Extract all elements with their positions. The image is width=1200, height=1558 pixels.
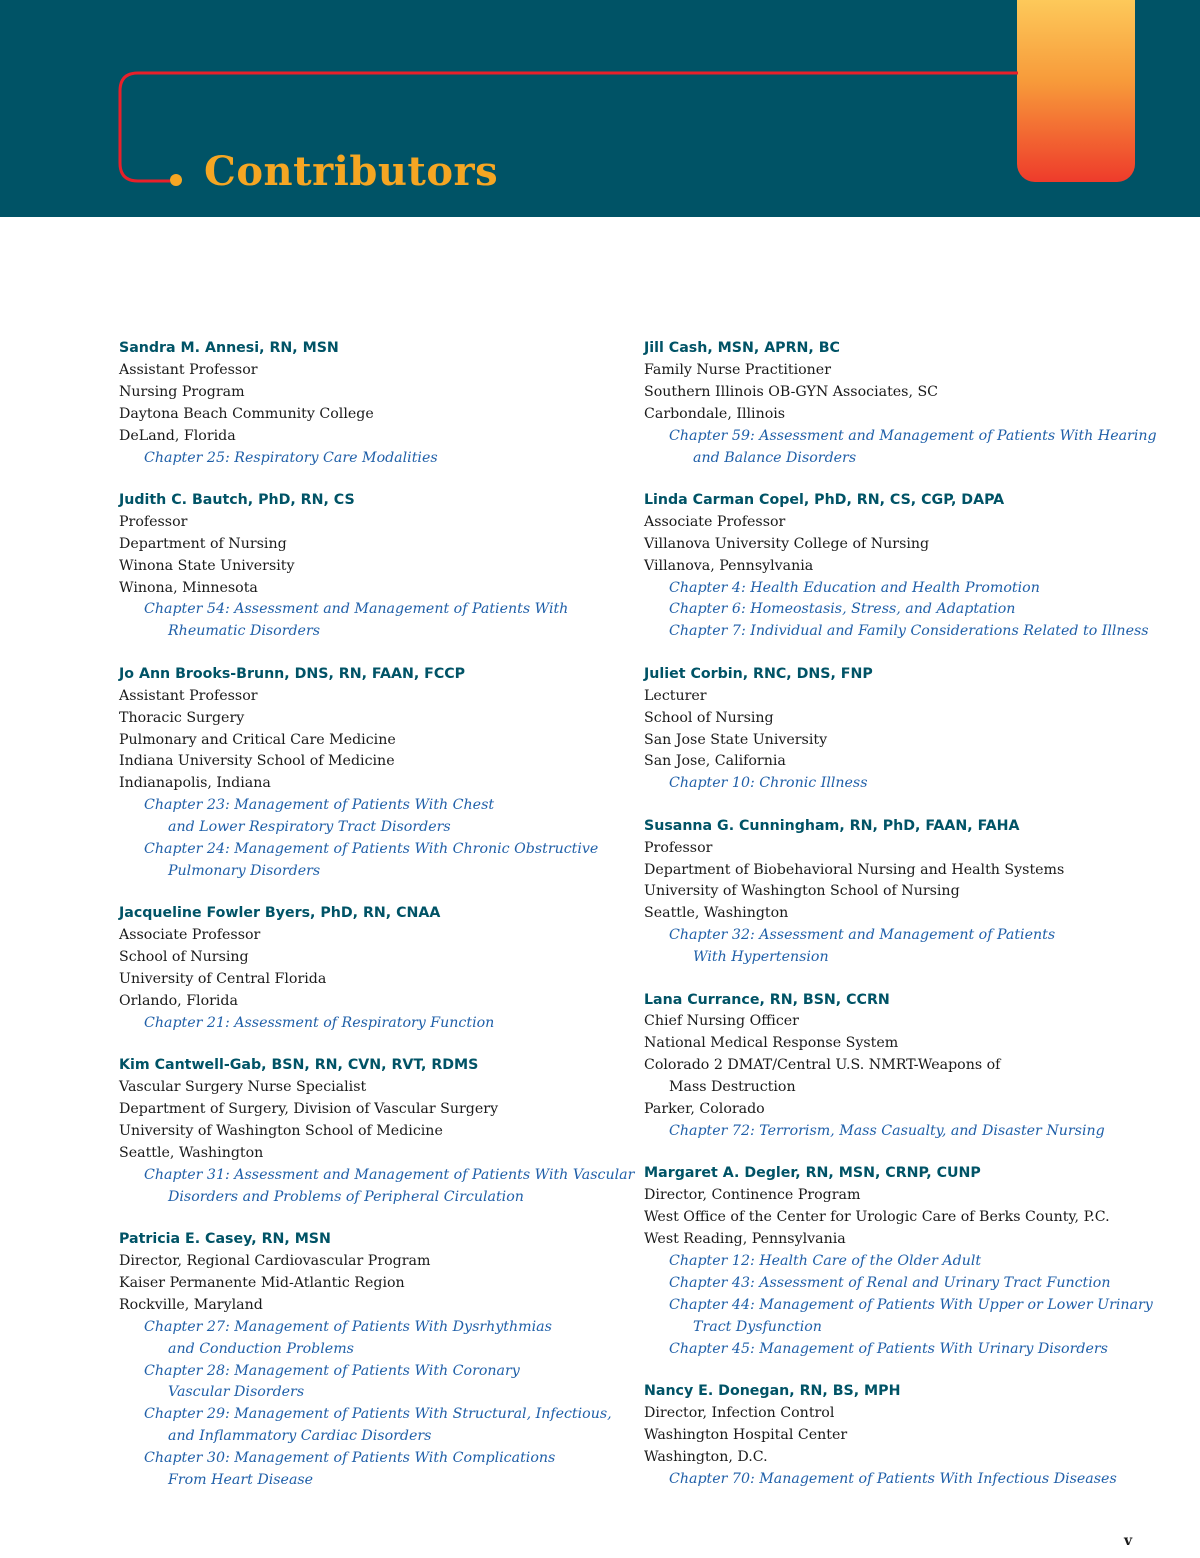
chapter-reference: Chapter 30: Management of Patients With Complications	[144, 1450, 556, 1467]
contributor-entry	[119, 903, 639, 1034]
affiliation-line: Mass Destruction	[669, 1079, 796, 1096]
affiliation-line: Winona, Minnesota	[119, 579, 258, 596]
contributor-entry	[119, 338, 639, 469]
affiliation-line: Washington, D.C.	[644, 1448, 768, 1465]
chapter-reference: Chapter 4: Health Education and Health Promotion	[669, 579, 1040, 596]
chapter-reference: Chapter 44: Management of Patients With Upper or Lower Urinary	[669, 1296, 1153, 1313]
affiliation-line: Associate Professor	[644, 513, 786, 530]
affiliation-line: Lecturer	[644, 687, 707, 704]
affiliation-line: Seattle, Washington	[644, 905, 789, 922]
contributors-left-column	[119, 338, 639, 1513]
affiliation-line: University of Washington School of Nursing	[644, 883, 960, 900]
chapter-reference: Chapter 28: Management of Patients With Coronary	[144, 1362, 520, 1379]
chapter-reference: Rheumatic Disorders	[168, 623, 321, 640]
contributor-entry	[644, 338, 1157, 469]
affiliation-line: Department of Surgery, Division of Vascular Surgery	[119, 1101, 499, 1118]
chapter-reference: Vascular Disorders	[168, 1384, 305, 1401]
affiliation-line: Thoracic Surgery	[119, 709, 245, 726]
contributor-entry	[644, 490, 1149, 643]
affiliation-line: National Medical Response System	[644, 1035, 899, 1052]
chapter-reference: Chapter 72: Terrorism, Mass Casualty, and Disaster Nursing	[669, 1123, 1105, 1139]
affiliation-line: School of Nursing	[119, 949, 249, 966]
chapter-reference: Chapter 21: Assessment of Respiratory Function	[144, 1014, 495, 1031]
contributor-entry	[644, 990, 1144, 1143]
contributor-name: Susanna G. Cunningham, RN, PhD, FAAN, FAHA	[644, 817, 1020, 834]
contributor-name: Kim Cantwell-Gab, BSN, RN, CVN, RVT, RDMS	[119, 1057, 479, 1074]
chapter-reference: Pulmonary Disorders	[168, 862, 321, 879]
contributor-name: Jo Ann Brooks-Brunn, DNS, RN, FAAN, FCCP	[119, 665, 466, 682]
chapter-reference: Chapter 43: Assessment of Renal and Urinary Tract Function	[669, 1274, 1111, 1291]
affiliation-line: Carbondale, Illinois	[644, 405, 786, 422]
affiliation-line: West Reading, Pennsylvania	[644, 1231, 846, 1248]
affiliation-line: San Jose, California	[644, 753, 786, 770]
affiliation-line: West Office of the Center for Urologic Care of Berks County, P.C.	[644, 1209, 1110, 1226]
chapter-reference: Chapter 12: Health Care of the Older Adult	[669, 1253, 982, 1270]
affiliation-line: Pulmonary and Critical Care Medicine	[119, 731, 396, 748]
chapter-reference: Chapter 54: Assessment and Management of Patients With	[144, 601, 569, 618]
affiliation-line: Director, Continence Program	[644, 1187, 861, 1204]
contributor-entry	[644, 816, 1144, 969]
affiliation-line: San Jose State University	[644, 731, 828, 748]
contributor-name: Linda Carman Copel, PhD, RN, CS, CGP, DAPA	[644, 491, 1005, 508]
chapter-reference: and Conduction Problems	[168, 1340, 354, 1357]
chapter-reference: Chapter 45: Management of Patients With Urinary Disorders	[669, 1340, 1108, 1357]
chapter-reference: Chapter 23: Management of Patients With Chest	[144, 797, 495, 814]
contributor-entry	[119, 664, 639, 883]
affiliation-line: Associate Professor	[119, 927, 261, 944]
contributor-name: Patricia E. Casey, RN, MSN	[119, 1231, 331, 1248]
chapter-reference: Chapter 6: Homeostasis, Stress, and Adaptation	[669, 601, 1016, 618]
affiliation-line: Department of Biobehavioral Nursing and Health Systems	[644, 861, 1065, 878]
affiliation-line: Vascular Surgery Nurse Specialist	[119, 1079, 367, 1096]
chapter-header-banner	[0, 0, 1200, 217]
affiliation-line: Assistant Professor	[119, 687, 258, 704]
contributor-name: Nancy E. Donegan, RN, BS, MPH	[644, 1383, 901, 1400]
contributor-entry	[644, 1163, 1153, 1360]
chapter-reference: Chapter 31: Assessment and Management of Patients With Vascular	[144, 1166, 635, 1183]
affiliation-line: Family Nurse Practitioner	[644, 361, 831, 378]
contributor-entry	[119, 490, 639, 643]
affiliation-line: Nursing Program	[119, 383, 245, 400]
affiliation-line: University of Washington School of Medicine	[119, 1123, 443, 1139]
affiliation-line: School of Nursing	[644, 709, 774, 726]
chapter-reference: Chapter 59: Assessment and Management of Patients With Hearing	[669, 427, 1157, 444]
chapter-reference: Chapter 27: Management of Patients With Dysrhythmias	[144, 1318, 552, 1335]
header-accent-dot	[170, 174, 182, 186]
chapter-reference: Chapter 25: Respiratory Care Modalities	[144, 449, 438, 466]
affiliation-line: Rockville, Maryland	[119, 1296, 263, 1313]
contributor-name: Jacqueline Fowler Byers, PhD, RN, CNAA	[119, 905, 441, 922]
affiliation-line: Director, Infection Control	[644, 1404, 835, 1421]
affiliation-line: Assistant Professor	[119, 361, 258, 378]
affiliation-line: Indianapolis, Indiana	[119, 775, 271, 792]
contributor-name: Margaret A. Degler, RN, MSN, CRNP, CUNP	[644, 1165, 981, 1182]
contributor-name: Lana Currance, RN, BSN, CCRN	[644, 991, 890, 1008]
affiliation-line: Professor	[119, 513, 188, 530]
affiliation-line: Southern Illinois OB-GYN Associates, SC	[644, 383, 939, 400]
affiliation-line: Villanova University College of Nursing	[644, 535, 930, 552]
affiliation-line: Department of Nursing	[119, 535, 287, 552]
chapter-reference: and Lower Respiratory Tract Disorders	[168, 819, 451, 836]
affiliation-line: Colorado 2 DMAT/Central U.S. NMRT-Weapons of	[644, 1057, 1001, 1074]
contributor-name: Jill Cash, MSN, APRN, BC	[644, 340, 840, 356]
chapter-reference: and Balance Disorders	[693, 449, 857, 466]
affiliation-line: Winona State University	[119, 557, 295, 574]
affiliation-line: Washington Hospital Center	[644, 1426, 848, 1443]
affiliation-line: Daytona Beach Community College	[119, 405, 374, 422]
page-number: v	[1124, 1533, 1133, 1549]
affiliation-line: Chief Nursing Officer	[644, 1013, 799, 1030]
chapter-reference: Chapter 24: Management of Patients With Chronic Obstructive	[144, 841, 599, 858]
affiliation-line: Professor	[644, 839, 713, 856]
chapter-reference: Chapter 7: Individual and Family Considerations Related to Illness	[669, 623, 1149, 640]
affiliation-line: Indiana University School of Medicine	[119, 753, 395, 770]
contributors-right-column	[644, 338, 1157, 1511]
chapter-reference: Chapter 10: Chronic Illness	[669, 775, 868, 792]
affiliation-line: Seattle, Washington	[119, 1144, 264, 1161]
chapter-reference: and Inflammatory Cardiac Disorders	[168, 1428, 432, 1445]
contributor-name: Sandra M. Annesi, RN, MSN	[119, 340, 339, 356]
chapter-reference: Chapter 32: Assessment and Management of Patients	[669, 927, 1056, 944]
affiliation-line: DeLand, Florida	[119, 427, 236, 444]
chapter-reference: From Heart Disease	[168, 1472, 314, 1489]
chapter-reference: Tract Dysfunction	[693, 1318, 822, 1335]
contributor-entry	[644, 664, 1144, 795]
contributor-entry	[119, 1229, 639, 1492]
chapter-reference: With Hypertension	[693, 949, 829, 966]
contributor-entry	[644, 1381, 1144, 1491]
affiliation-line: Orlando, Florida	[119, 992, 238, 1009]
affiliation-line: Director, Regional Cardiovascular Program	[119, 1253, 431, 1270]
affiliation-line: University of Central Florida	[119, 971, 327, 988]
affiliation-line: Parker, Colorado	[644, 1101, 765, 1118]
chapter-reference: Chapter 29: Management of Patients With Structural, Infectious,	[144, 1406, 612, 1423]
chapter-reference: Chapter 70: Management of Patients With Infectious Diseases	[669, 1470, 1117, 1487]
contributor-entry	[119, 1055, 639, 1208]
contributor-name: Juliet Corbin, RNC, DNS, FNP	[644, 665, 873, 682]
affiliation-line: Villanova, Pennsylvania	[644, 557, 814, 574]
contributor-name: Judith C. Bautch, PhD, RN, CS	[119, 491, 355, 508]
affiliation-line: Kaiser Permanente Mid-Atlantic Region	[119, 1274, 405, 1291]
page-title: Contributors	[204, 148, 499, 195]
chapter-reference: Disorders and Problems of Peripheral Circulation	[168, 1188, 524, 1205]
